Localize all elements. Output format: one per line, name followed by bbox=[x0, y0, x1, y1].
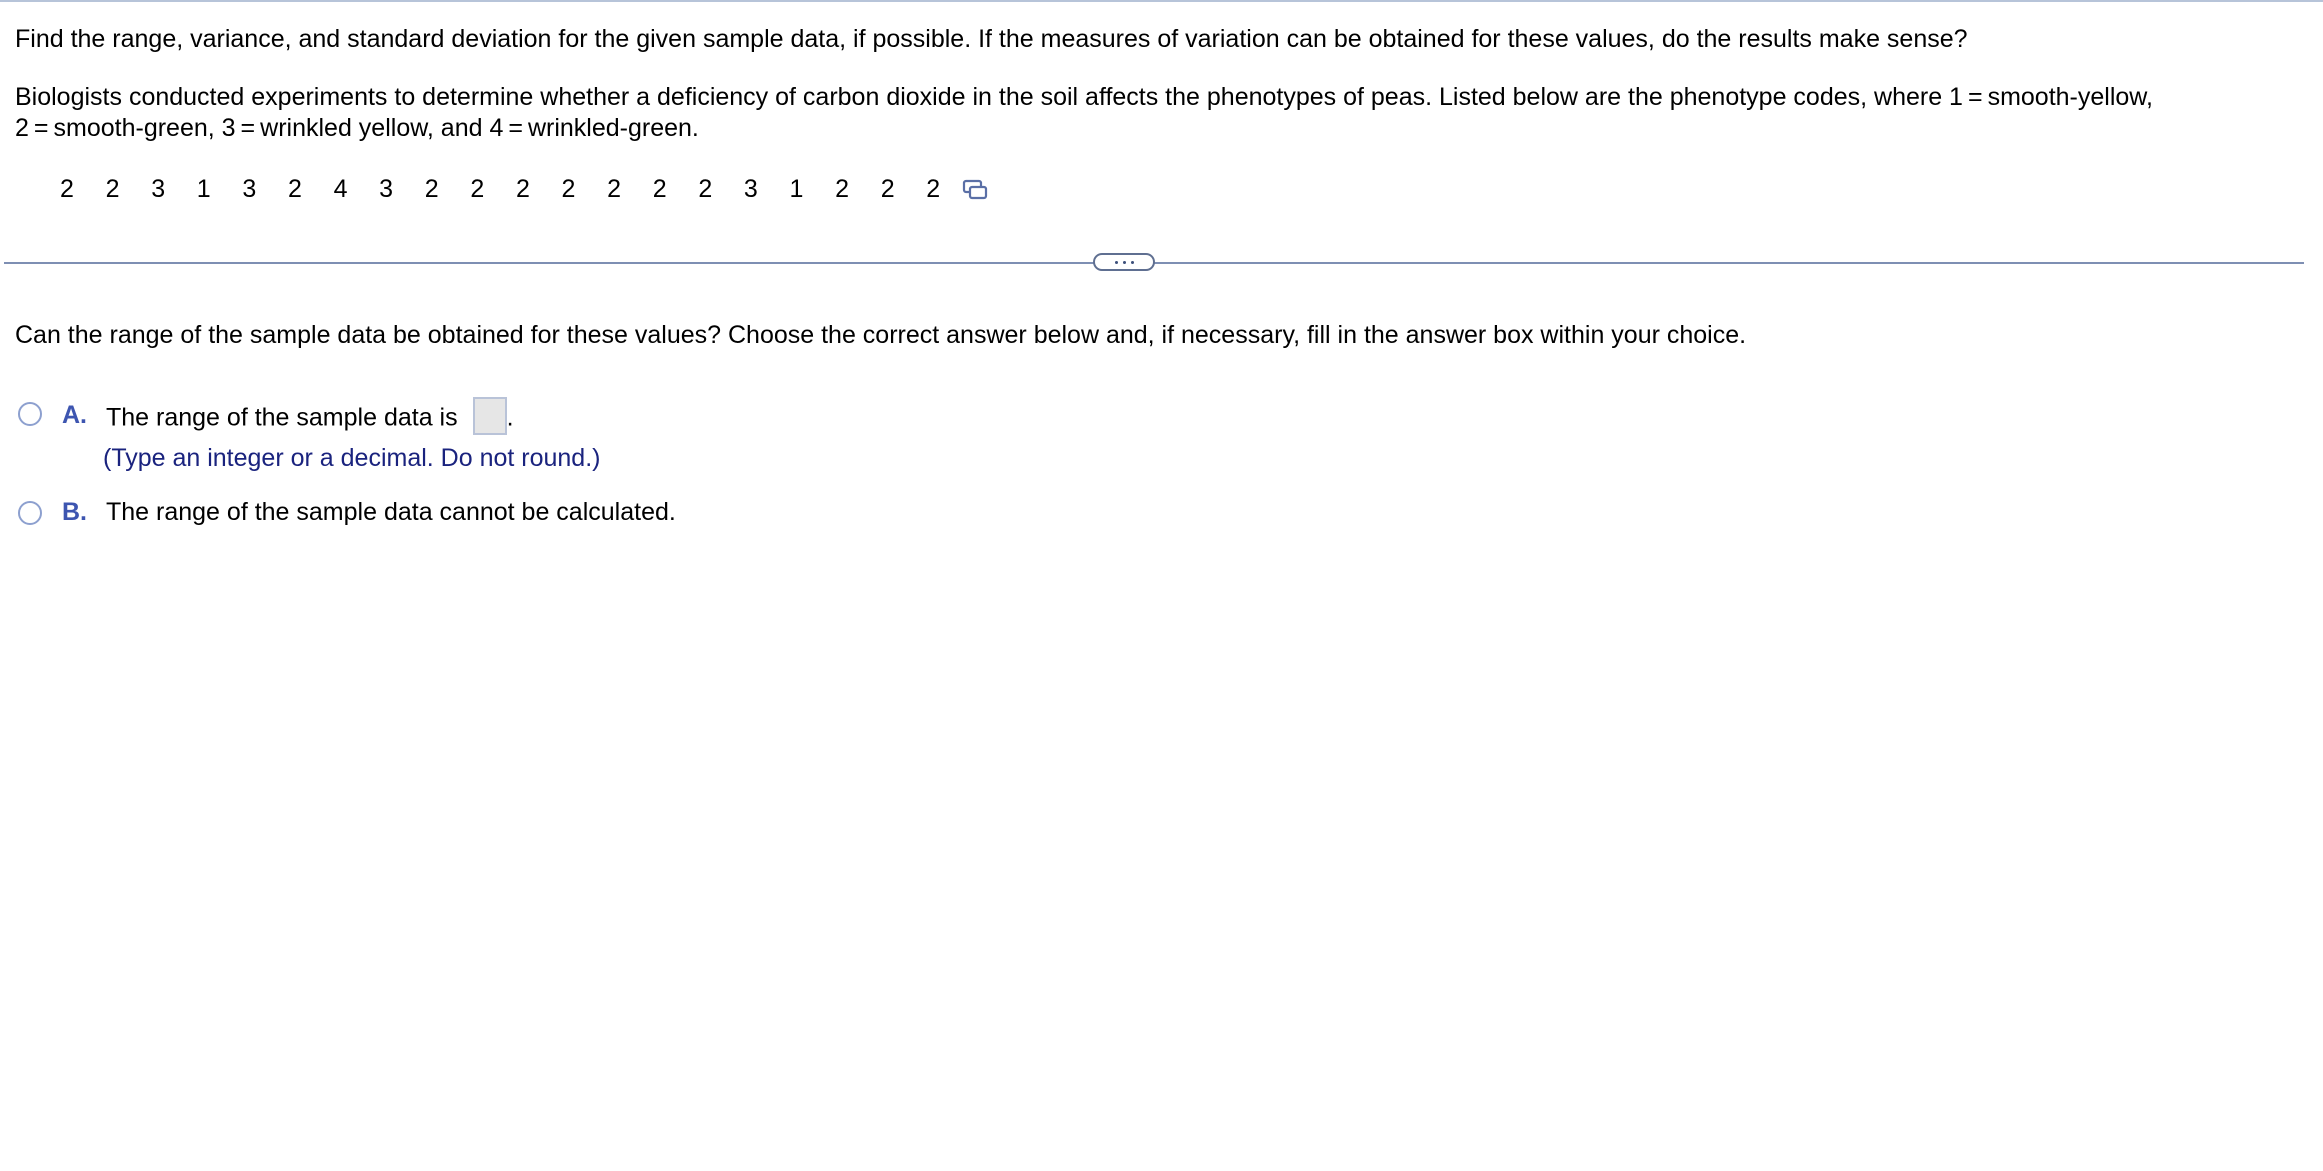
ellipsis-icon[interactable] bbox=[1093, 253, 1155, 271]
data-value: 2 bbox=[60, 175, 74, 203]
ellipsis-dot bbox=[1115, 261, 1118, 264]
data-value: 1 bbox=[196, 175, 211, 203]
data-value: 2 bbox=[607, 175, 622, 203]
answer-format-hint: (Type an integer or a decimal. Do not round.) bbox=[103, 444, 601, 472]
option-b[interactable] bbox=[18, 497, 676, 528]
sample-data-row bbox=[60, 174, 972, 205]
data-value: 2 bbox=[698, 175, 713, 203]
data-value: 2 bbox=[561, 175, 576, 203]
option-a-radio[interactable] bbox=[18, 402, 42, 426]
data-value: 2 bbox=[652, 175, 667, 203]
data-value: 4 bbox=[333, 175, 348, 203]
data-value: 2 bbox=[470, 175, 485, 203]
context-line-1: Biologists conducted experiments to determine whether a deficiency of carbon dioxide in the soil affects the phenotypes of peas. Listed below are the phenotype codes, where 1 = smooth-yellow, bbox=[15, 83, 2153, 111]
data-value: 3 bbox=[743, 175, 758, 203]
option-a-text bbox=[106, 400, 514, 438]
copy-data-icon[interactable] bbox=[962, 178, 988, 202]
option-a-suffix: . bbox=[506, 403, 514, 432]
ellipsis-dot bbox=[1131, 261, 1134, 264]
data-value: 3 bbox=[242, 175, 257, 203]
option-a-label: The range of the sample data is bbox=[106, 403, 458, 432]
part-prompt: Can the range of the sample data be obtained for these values? Choose the correct answer below and, if necessary, fill in the answer box within your choice. bbox=[15, 321, 1747, 349]
range-answer-input[interactable] bbox=[473, 397, 507, 435]
data-value: 2 bbox=[105, 175, 120, 203]
option-a-letter: A. bbox=[62, 401, 87, 429]
option-a[interactable] bbox=[18, 400, 514, 438]
top-border bbox=[0, 0, 2323, 2]
data-value: 2 bbox=[835, 175, 849, 203]
ellipsis-dot bbox=[1123, 261, 1126, 264]
data-value: 3 bbox=[151, 175, 166, 203]
data-value: 3 bbox=[379, 175, 394, 203]
data-value: 2 bbox=[287, 175, 302, 203]
data-value: 2 bbox=[880, 175, 895, 203]
option-b-radio[interactable] bbox=[18, 501, 42, 525]
option-b-letter: B. bbox=[62, 498, 87, 526]
data-value: 2 bbox=[515, 175, 530, 203]
question-instructions: Find the range, variance, and standard deviation for the given sample data, if possible. If the measures of variation can be obtained for these values, do the results make sense? bbox=[15, 25, 1968, 53]
option-b-text: The range of the sample data cannot be calculated. bbox=[106, 498, 676, 526]
data-value: 1 bbox=[789, 175, 804, 203]
data-value: 2 bbox=[424, 175, 439, 203]
data-value: 2 bbox=[926, 175, 941, 203]
question-context bbox=[15, 82, 2295, 144]
context-line-2: 2 = smooth-green, 3 = wrinkled yellow, and 4 = wrinkled-green. bbox=[15, 114, 699, 142]
